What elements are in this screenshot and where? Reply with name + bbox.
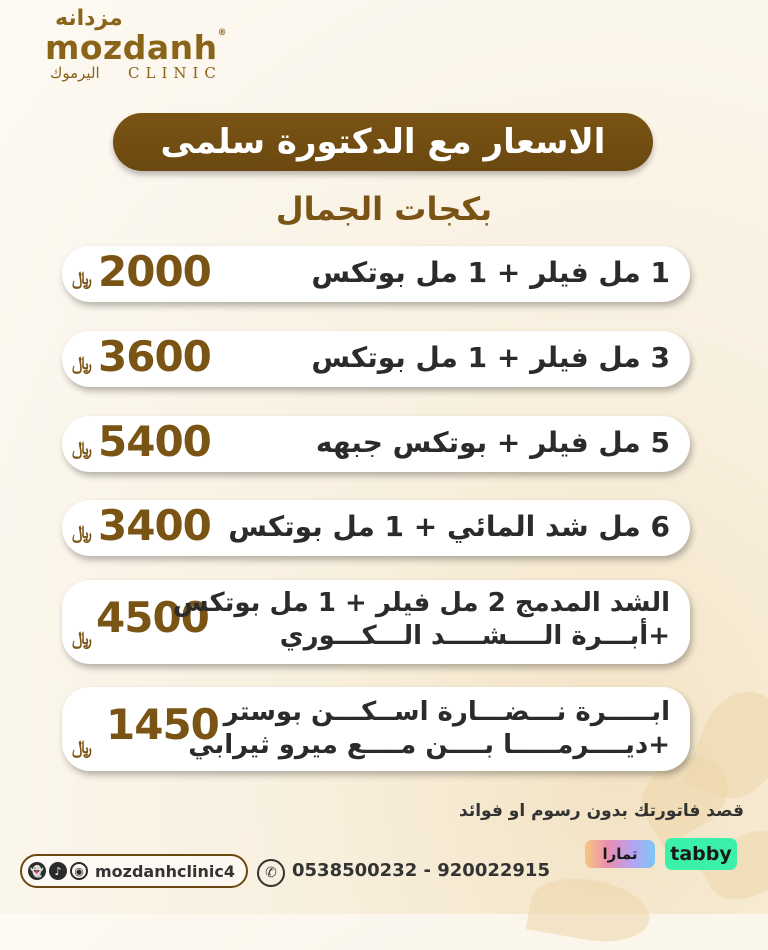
logo-arabic-name: مزدانه	[55, 6, 123, 31]
installment-text: قصد فاتورتك بدون رسوم او فوائد	[459, 801, 744, 821]
package-price: 3600	[98, 332, 211, 381]
instagram-icon[interactable]: ◉	[70, 862, 88, 880]
page-title-text: الاسعار مع الدكتورة سلمى	[160, 122, 606, 162]
currency-icon: ﷼	[72, 628, 92, 649]
currency-icon: ﷼	[72, 438, 92, 459]
currency-icon: ﷼	[72, 268, 92, 289]
page-title	[113, 113, 653, 171]
logo-brand-text: mozdanh	[45, 28, 218, 67]
package-price: 4500	[96, 593, 209, 642]
package-description-line2: +ديــــرمـــــا بــــن مــــع ميرو ثيرابي	[188, 730, 670, 760]
package-description	[188, 696, 670, 762]
decorative-petal	[526, 870, 655, 950]
package-description-line2: +أبـــرة الــــشــــد الـــكـــوري	[279, 621, 670, 651]
logo-brand	[45, 28, 227, 67]
registered-icon: ®	[217, 28, 228, 38]
package-row	[62, 416, 690, 472]
package-description: 6 مل شد المائي + 1 مل بوتكس	[228, 510, 670, 543]
currency-icon: ﷼	[72, 353, 92, 374]
currency-icon: ﷼	[72, 737, 92, 758]
package-price: 1450	[106, 700, 219, 749]
package-description	[173, 587, 670, 653]
page-subtitle: بكجات الجمال	[275, 190, 493, 228]
currency-icon: ﷼	[72, 522, 92, 543]
package-price: 2000	[98, 247, 211, 296]
tiktok-icon[interactable]: ♪	[49, 862, 67, 880]
tamara-logo	[585, 840, 655, 868]
package-row	[62, 246, 690, 302]
tamara-label: تمارا	[602, 845, 638, 863]
package-description-line1: الشد المدمج 2 مل فيلر + 1 مل بوتكس	[172, 588, 670, 618]
package-description-line1: ابـــــرة نـــضـــارة اســكـــن بوستر	[223, 697, 670, 727]
clinic-logo	[45, 6, 245, 81]
social-handle-pill[interactable]	[20, 854, 248, 888]
tabby-label: tabby	[670, 843, 732, 865]
package-description: 3 مل فيلر + 1 مل بوتكس	[311, 341, 670, 374]
phone-numbers[interactable]: 0538500232 - 920022915	[292, 860, 550, 881]
package-row	[62, 580, 690, 664]
package-description: 1 مل فيلر + 1 مل بوتكس	[311, 256, 670, 289]
phone-icon: ✆	[257, 859, 285, 887]
package-description: 5 مل فيلر + بوتكس جبهه	[315, 426, 670, 459]
logo-clinic: CLINIC	[128, 64, 222, 82]
logo-branch: اليرموك	[50, 64, 100, 82]
package-price: 5400	[98, 417, 211, 466]
package-price: 3400	[98, 501, 211, 550]
package-row	[62, 687, 690, 771]
package-row	[62, 331, 690, 387]
snapchat-icon[interactable]: 👻	[28, 862, 46, 880]
tabby-logo	[665, 838, 737, 870]
social-handle[interactable]: mozdanhclinic4	[95, 861, 235, 881]
package-row	[62, 500, 690, 556]
